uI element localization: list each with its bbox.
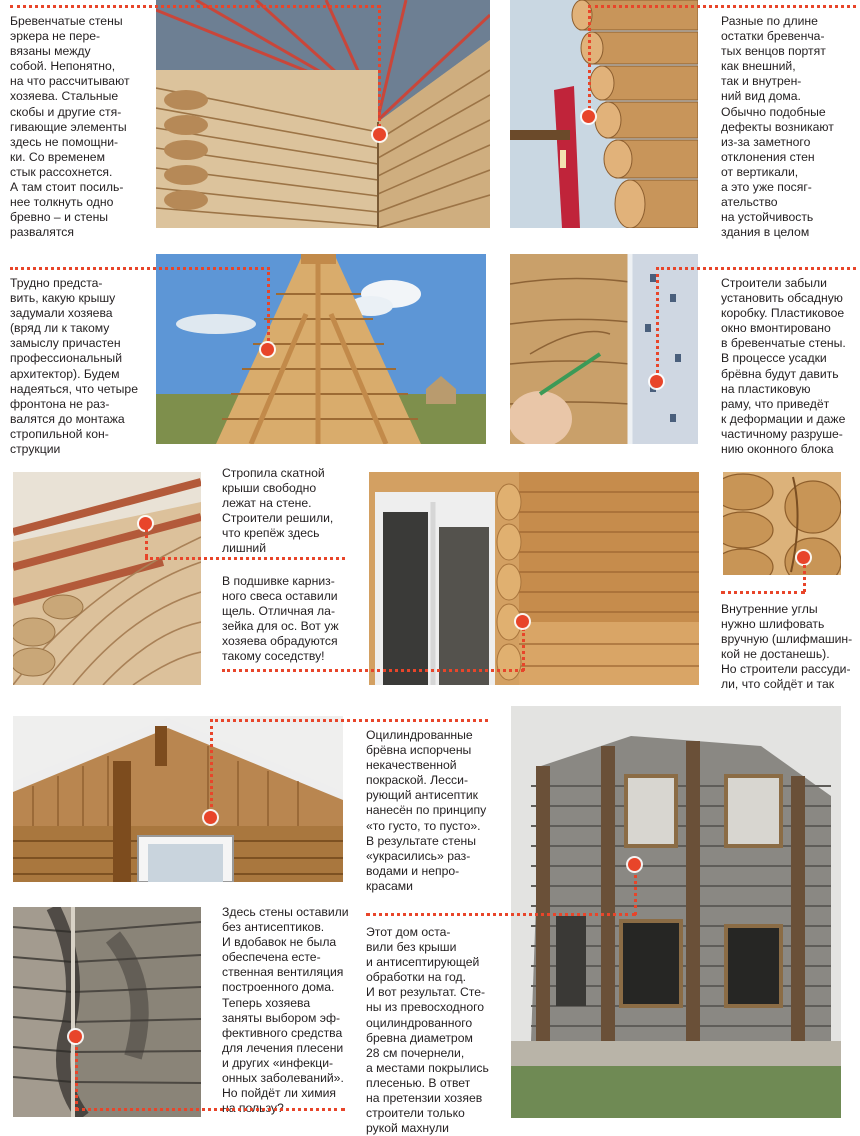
leader-line [721, 591, 805, 594]
leader-line [75, 1108, 345, 1111]
photo-rafters [13, 472, 201, 685]
leader-line [803, 558, 806, 592]
leader-line [588, 5, 591, 115]
photo-erker-corner [156, 0, 490, 228]
leader-line [656, 267, 856, 270]
leader-line [222, 669, 524, 672]
caption-roof: Трудно предста- вить, какую крышу задумали хозяева (вряд ли к такому замыслу причастен профессиональный архитектор). Будем надеяться, что четыре фронтона не раз- валятся до монтажа стропильной кон- струкции [10, 276, 138, 457]
leader-line [522, 628, 525, 671]
leader-line [588, 5, 856, 8]
photo-inner-corners [723, 472, 841, 575]
marker-dot [516, 615, 529, 628]
photo-blackened-house [511, 706, 841, 1118]
photo-painted-gable [13, 716, 343, 882]
marker-dot [582, 110, 595, 123]
leader-line [634, 868, 637, 915]
leader-line [10, 267, 270, 270]
leader-line [656, 267, 659, 379]
photo-mold-walls [13, 907, 201, 1117]
marker-dot [628, 858, 641, 871]
photo-window-casing [510, 254, 698, 444]
leader-line [378, 5, 381, 133]
leader-line [267, 267, 270, 347]
marker-dot [204, 811, 217, 824]
photo-roof-gables [156, 254, 486, 444]
photo-log-ends [510, 0, 698, 228]
leader-line [145, 522, 148, 558]
caption-corners: Внутренние углы нужно шлифовать вручную (шлифмашин- кой не достанешь). Но строители рассуди- ли, что сойдёт и так [721, 602, 853, 692]
caption-rafters: Стропила скатной крыши свободно лежат на стене. Строители решили, что крепёж здесь лишний [222, 466, 334, 556]
leader-line [366, 913, 636, 916]
leader-line [75, 1040, 78, 1110]
caption-blackened: Этот дом оста- вили без крыши и антисептирующей обработки на год. И вот результат. Сте- ны из превосходного оцилиндрованного бревна диаметром 28 см почернели, а местами покрылись плесенью. В ответ на претензии хозяев строители только рукой махнули [366, 925, 489, 1136]
marker-dot [373, 128, 386, 141]
caption-eaves: В подшивке карниз- ного свеса оставили щель. Отличная ла- зейка для ос. Вот уж хозяева обрадуются такому соседству! [222, 574, 339, 664]
caption-erker: Бревенчатые стены эркера не пере- вязаны между собой. Непонятно, на что рассчитывают хозяева. Стальные скобы и другие стя- гивающие элементы здесь не помощни- ки. Со временем стык рассохнется. А там стоит посиль- нее толкнуть одно бревно – и стены развалятся [10, 14, 130, 240]
caption-log-ends: Разные по длине остатки бревенча- тых венцов портят как внешний, так и внутрен- ний вид дома. Обычно подобные дефекты возникают из-за заметного отклонения стен от вертикали, а это уже посяг- ательство на устойчивость здания в целом [721, 14, 834, 240]
photo-eaves-gap [369, 472, 699, 685]
caption-window: Строители забыли установить обсадную коробку. Пластиковое окно вмонтировано в бревенчатые стены. В процессе усадки брёвна будут давить на пластиковую раму, что приведёт к деформации и даже частичному разруше- нию оконного блока [721, 276, 846, 457]
leader-line [210, 719, 488, 722]
marker-dot [261, 343, 274, 356]
leader-line [145, 557, 345, 560]
leader-line [10, 5, 380, 8]
leader-line [210, 719, 213, 814]
caption-mold: Здесь стены оставили без антисептиков. И вдобавок не была обеспечена есте- ственная вентиляция построенного дома. Теперь хозяева заняты выбором эф- фективного средства для лечения плесени и других «инфекци- онных заболеваний». Но пойдёт ли химия на пользу? [222, 905, 349, 1116]
caption-paint: Оцилиндрованные брёвна испорчены некачественной покраской. Лесси- рующий антисептик нанесён по принципу «то густо, то пусто». В результате стены «украсились» раз- водами и непро- красами [366, 728, 487, 893]
marker-dot [650, 375, 663, 388]
